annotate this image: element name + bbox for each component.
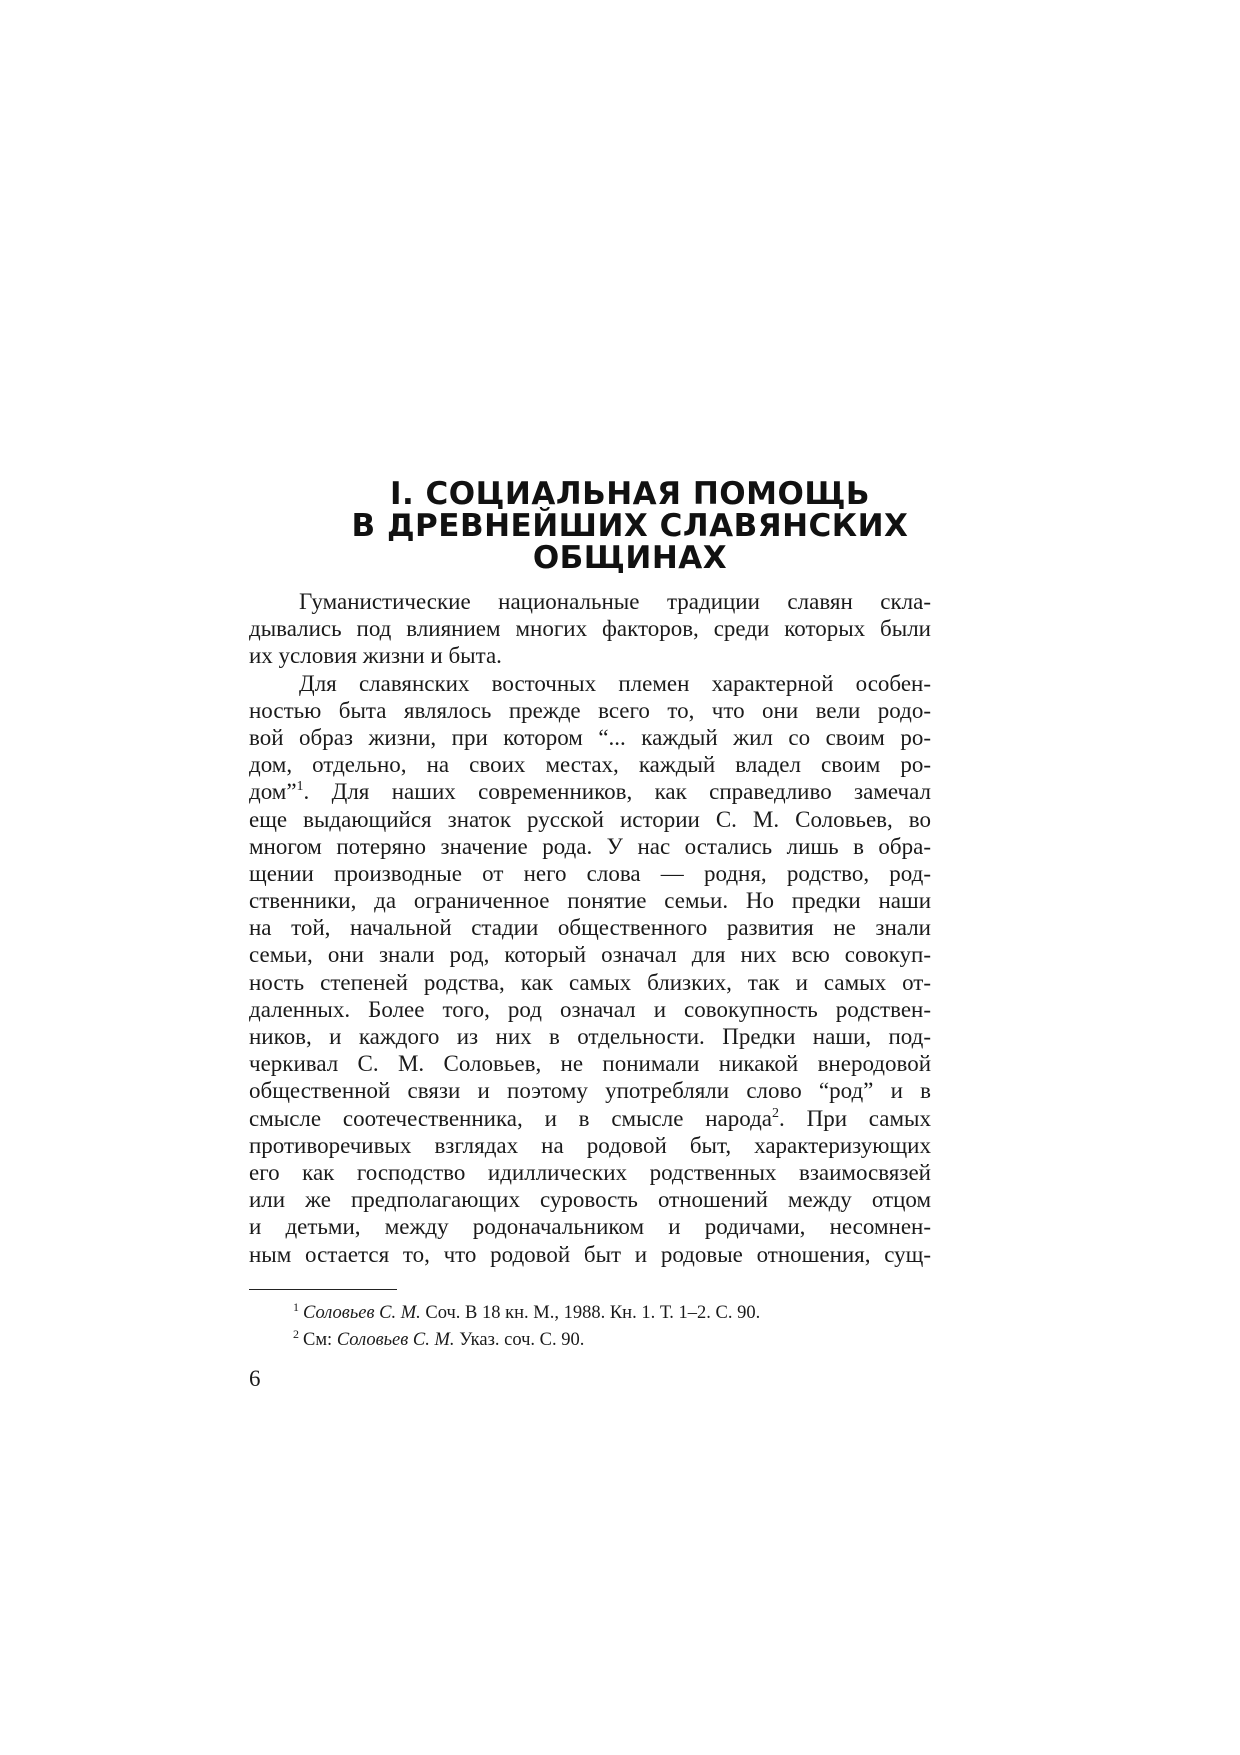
text-line: дом, отдельно, на своих местах, каждый владел своим ро- (249, 752, 931, 778)
text-line (249, 1105, 931, 1132)
body-text (249, 588, 931, 1268)
footnote-text: Указ. соч. С. 90. (459, 1330, 585, 1350)
text-line: ностью быта являлось прежде всего то, что они вели родо- (249, 697, 931, 723)
text-line: противоречивых взглядах на родовой быт, характеризующих (249, 1132, 931, 1158)
text-line: Гуманистические национальные традиции славян скла- (299, 589, 931, 614)
footnote-author: Соловьев С. М. (303, 1303, 421, 1323)
text-fragment: . При самых (779, 1105, 932, 1131)
text-line: и детьми, между родоначальником и родичами, несомнен- (249, 1214, 931, 1240)
footnote-number: 1 (293, 1300, 299, 1314)
text-line: щении производные от него слова — родня, родство, род- (249, 860, 931, 886)
footnote-number: 2 (293, 1327, 299, 1341)
text-fragment: дом” (249, 779, 297, 805)
page-number: 6 (249, 1366, 261, 1391)
text-line: на той, начальной стадии общественного развития не знали (249, 915, 931, 941)
chapter-title (300, 478, 960, 574)
text-line: их условия жизни и быта. (249, 643, 502, 669)
chapter-title-line: В ДРЕВНЕЙШИХ СЛАВЯНСКИХ (351, 508, 909, 544)
text-line (249, 778, 931, 805)
text-line: даленных. Более того, род означал и совокупность родствен- (249, 996, 931, 1022)
footnote-ref: 2 (772, 1105, 780, 1121)
text-line: общественной связи и поэтому употребляли слово “род” и в (249, 1078, 931, 1104)
chapter-title-line: ОБЩИНАХ (532, 540, 728, 576)
text-fragment: . Для наших современников, как справедливо замечал (303, 779, 931, 805)
text-fragment: смысле соотечественника, и в смысле народа (249, 1105, 773, 1131)
text-line: дывались под влиянием многих факторов, среди которых были (249, 616, 931, 642)
text-line: ным остается то, что родовой быт и родовые отношения, сущ- (249, 1241, 931, 1267)
text-line: вой образ жизни, при котором “... каждый жил со своим ро- (249, 724, 931, 750)
text-line: многом потеряно значение рода. У нас остались лишь в обра- (249, 833, 931, 859)
footnote-divider (249, 1289, 397, 1290)
text-line: ность степеней родства, как самых близких, так и самых от- (249, 969, 931, 995)
chapter-title-line: I. СОЦИАЛЬНАЯ ПОМОЩЬ (389, 476, 871, 512)
text-line: ственники, да ограниченное понятие семьи. Но предки наши (249, 888, 931, 914)
text-line: его как господство идиллических родственных взаимосвязей (249, 1159, 931, 1185)
text-line: семьи, они знали род, который означал для них всю совокуп- (249, 942, 931, 968)
text-line: Для славянских восточных племен характерной особен- (299, 670, 931, 696)
text-line: ников, и каждого из них в отдельности. Предки наши, под- (249, 1024, 931, 1049)
text-line: еще выдающийся знаток русской истории С. М. Соловьев, во (249, 806, 931, 832)
footnotes (249, 1300, 931, 1354)
text-line: или же предполагающих суровость отношений между отцом (249, 1187, 931, 1213)
footnote-prefix: См: (303, 1330, 333, 1350)
footnote-author: Соловьев С. М. (336, 1330, 455, 1350)
footnote (249, 1327, 931, 1354)
footnote-ref: 1 (296, 779, 304, 795)
text-line: черкивал С. М. Соловьев, не понимали никакой внеродовой (249, 1051, 931, 1077)
footnote-text: Соч. В 18 кн. М., 1988. Кн. 1. Т. 1–2. С. 90. (425, 1303, 761, 1323)
footnote (249, 1300, 931, 1327)
